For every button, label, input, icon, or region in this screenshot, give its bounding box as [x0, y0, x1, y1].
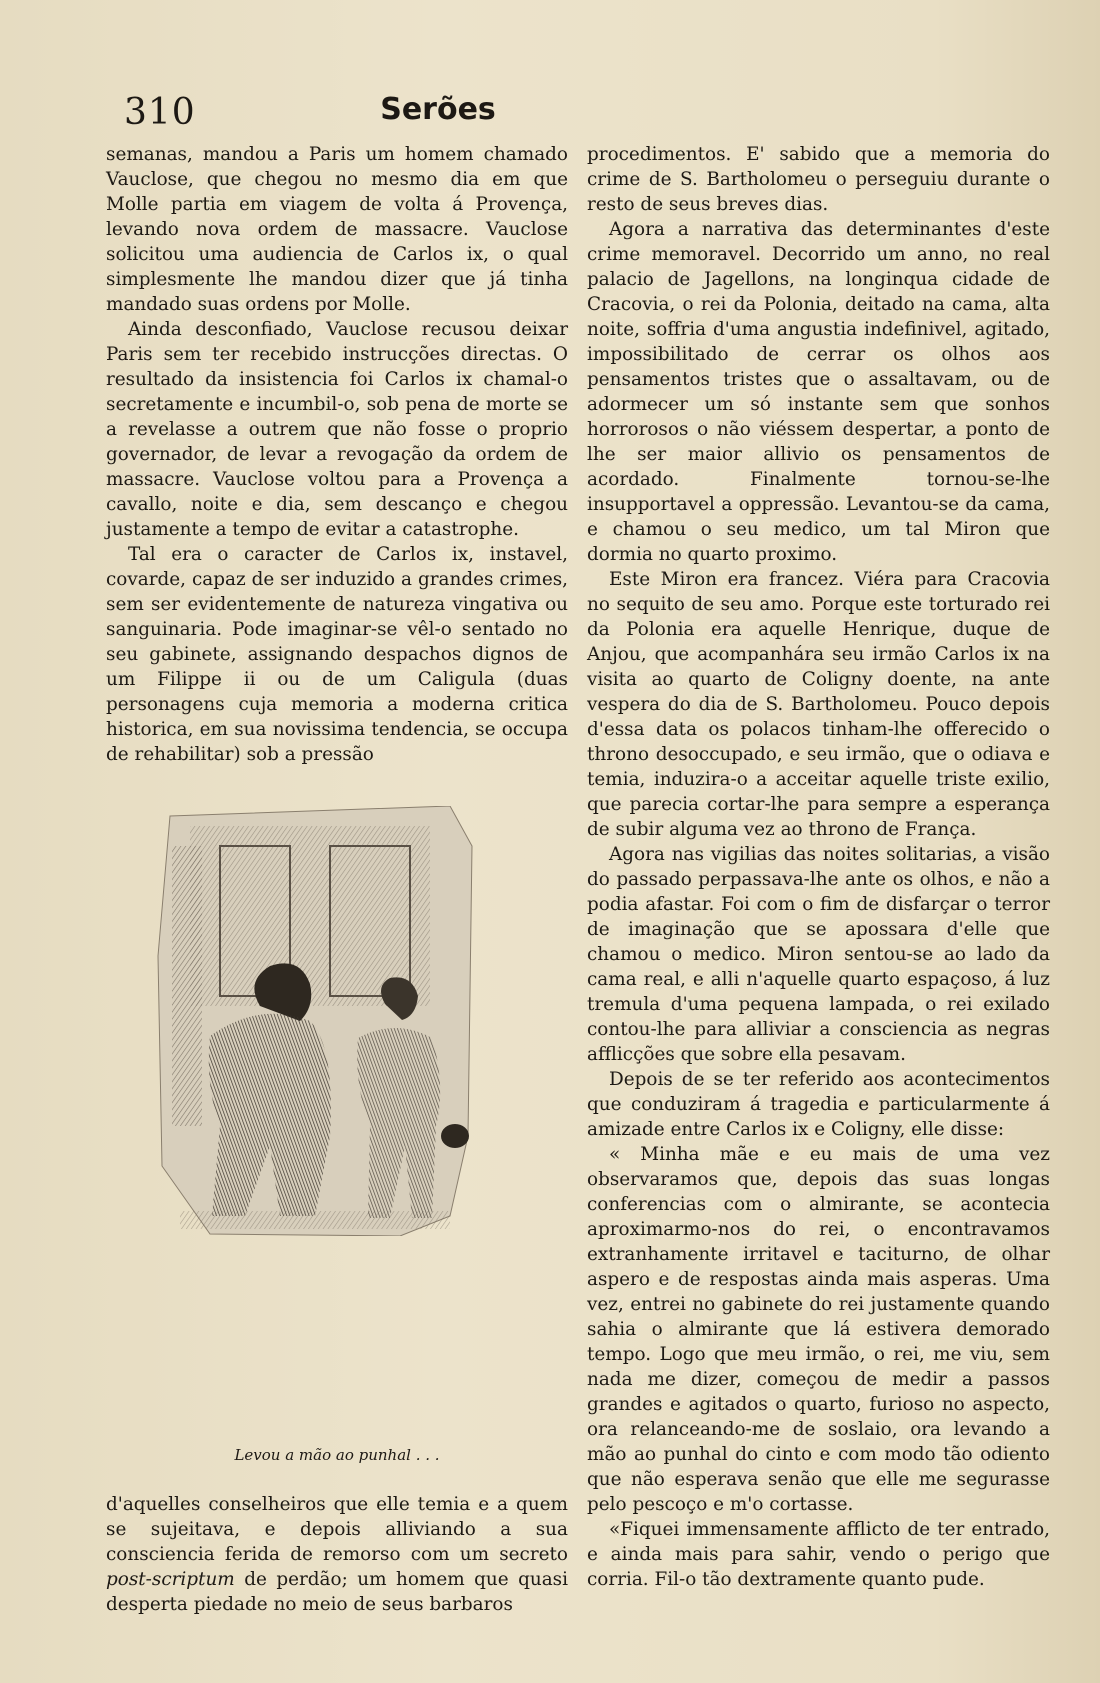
paragraph: Agora nas vigilias das noites solitarias, a visão do passado perpassava-lhe ante os olhos, e não a podia afastar. Foi com o fim de disfarçar o terror de imaginação que se apossara d'elle que chamou o medico. Miron sentou-se ao lado da cama real, e alli n'aquelle quarto espaçoso, á luz tremula d'uma pequena lampada, o rei exilado contou-lhe para alliviar a consciencia as negras afflicções que sobre ella pesavam.: [587, 844, 1050, 1065]
emphasis-text: post-scriptum: [106, 1569, 235, 1590]
running-title: Serões: [380, 92, 496, 127]
left-column: [106, 142, 568, 767]
paragraph: Ainda desconfiado, Vauclose recusou deixar Paris sem ter recebido instrucções directas. O resultado da insistencia foi Carlos ix chamal-o secretamente e incumbil-o, sob pena de morte se a revelasse a outrem que não fosse o proprio governador, de levar a revogação da ordem de massacre. Vauclose voltou para a Provença a cavallo, noite e dia, sem descanço e chegou justamente a tempo de evitar a catastrophe.: [106, 319, 568, 540]
paragraph: «Fiquei immensamente afflicto de ter entrado, e ainda mais para sahir, vendo o perigo que corria. Fil-o tão dextramente quanto pude.: [587, 1519, 1050, 1590]
engraving-illustration: [150, 806, 480, 1236]
paragraph-text: de perdão; um homem que quasi desperta piedade no meio de seus barbaros: [106, 1569, 568, 1615]
paragraph: Tal era o caracter de Carlos ix, instavel, covarde, capaz de ser induzido a grandes crimes, sem ser evidentemente de natureza vingativa ou sanguinaria. Pode imaginar-se vêl-o sentado no seu gabinete, assignando despachos dignos de um Filippe ii ou de um Caligula (duas personagens cuja memoria a moderna critica historica, em sua novissima tendencia, se occupa de rehabilitar) sob a pressão: [106, 544, 568, 765]
paragraph: semanas, mandou a Paris um homem chamado Vauclose, que chegou no mesmo dia em que Molle partia em viagem de volta á Provença, levando nova ordem de massacre. Vauclose solicitou uma audiencia de Carlos ix, o qual simplesmente lhe mandou dizer que já tinha mandado suas ordens por Molle.: [106, 144, 568, 315]
figure-caption: Levou a mão ao punhal . . .: [234, 1446, 440, 1464]
right-column: [587, 142, 1050, 1592]
paragraph: Este Miron era francez. Viéra para Cracovia no sequito de seu amo. Porque este torturado rei da Polonia era aquelle Henrique, duque de Anjou, que acompanhára seu irmão Carlos ix na visita ao quarto de Coligny doente, na ante vespera do dia de S. Bartholomeu. Pouco depois d'essa data os polacos tinham-lhe offerecido o throno desoccupado, e seu irmão, que o odiava e temia, induzira-o a acceitar aquelle triste exilio, que parecia cortar-lhe para sempre a esperança de subir alguma vez ao throno de França.: [587, 569, 1050, 840]
paragraph-text: d'aquelles conselheiros que elle temia e a quem se sujeitava, e depois alliviando a sua consciencia ferida de remorso com um secreto: [106, 1494, 568, 1565]
page-number: 310: [124, 92, 196, 133]
illustration: [150, 806, 480, 1236]
paragraph: Depois de se ter referido aos acontecimentos que conduziram á tragedia e particularmente á amizade entre Carlos ix e Coligny, elle disse:: [587, 1069, 1050, 1140]
paragraph: Agora a narrativa das determinantes d'este crime memoravel. Decorrido um anno, no real palacio de Jagellons, na longinqua cidade de Cracovia, o rei da Polonia, deitado na cama, alta noite, soffria d'uma angustia indefinivel, agitado, impossibilitado de cerrar os olhos aos pensamentos tristes que o assaltavam, ou de adormecer um só instante sem que sonhos horrorosos o não viéssem despertar, a ponto de lhe ser maior allivio os pensamentos de acordado. Finalmente tornou-se-lhe insupportavel a oppressão. Levantou-se da cama, e chamou o seu medico, um tal Miron que dormia no quarto proximo.: [587, 219, 1050, 565]
paragraph: procedimentos. E' sabido que a memoria do crime de S. Bartholomeu o perseguiu durante o resto de seus breves dias.: [587, 144, 1050, 215]
page-header: [118, 92, 1038, 142]
paragraph: [106, 1492, 568, 1617]
left-column-bottom: [106, 1492, 568, 1617]
paragraph: « Minha mãe e eu mais de uma vez observaramos que, depois das suas longas conferencias com o almirante, se acontecia aproximarmo-nos do rei, o encontravamos extranhamente irritavel e taciturno, de olhar aspero e de respostas ainda mais asperas. Uma vez, entrei no gabinete do rei justamente quando sahia o almirante que lá estivera demorado tempo. Logo que meu irmão, o rei, me viu, sem nada me dizer, começou de medir a passos grandes e agitados o quarto, furioso no aspecto, ora relanceando-me de soslaio, ora levando a mão ao punhal do cinto e com modo tão odiento que não esperava senão que elle me segurasse pelo pescoço e m'o cortasse.: [587, 1144, 1050, 1515]
